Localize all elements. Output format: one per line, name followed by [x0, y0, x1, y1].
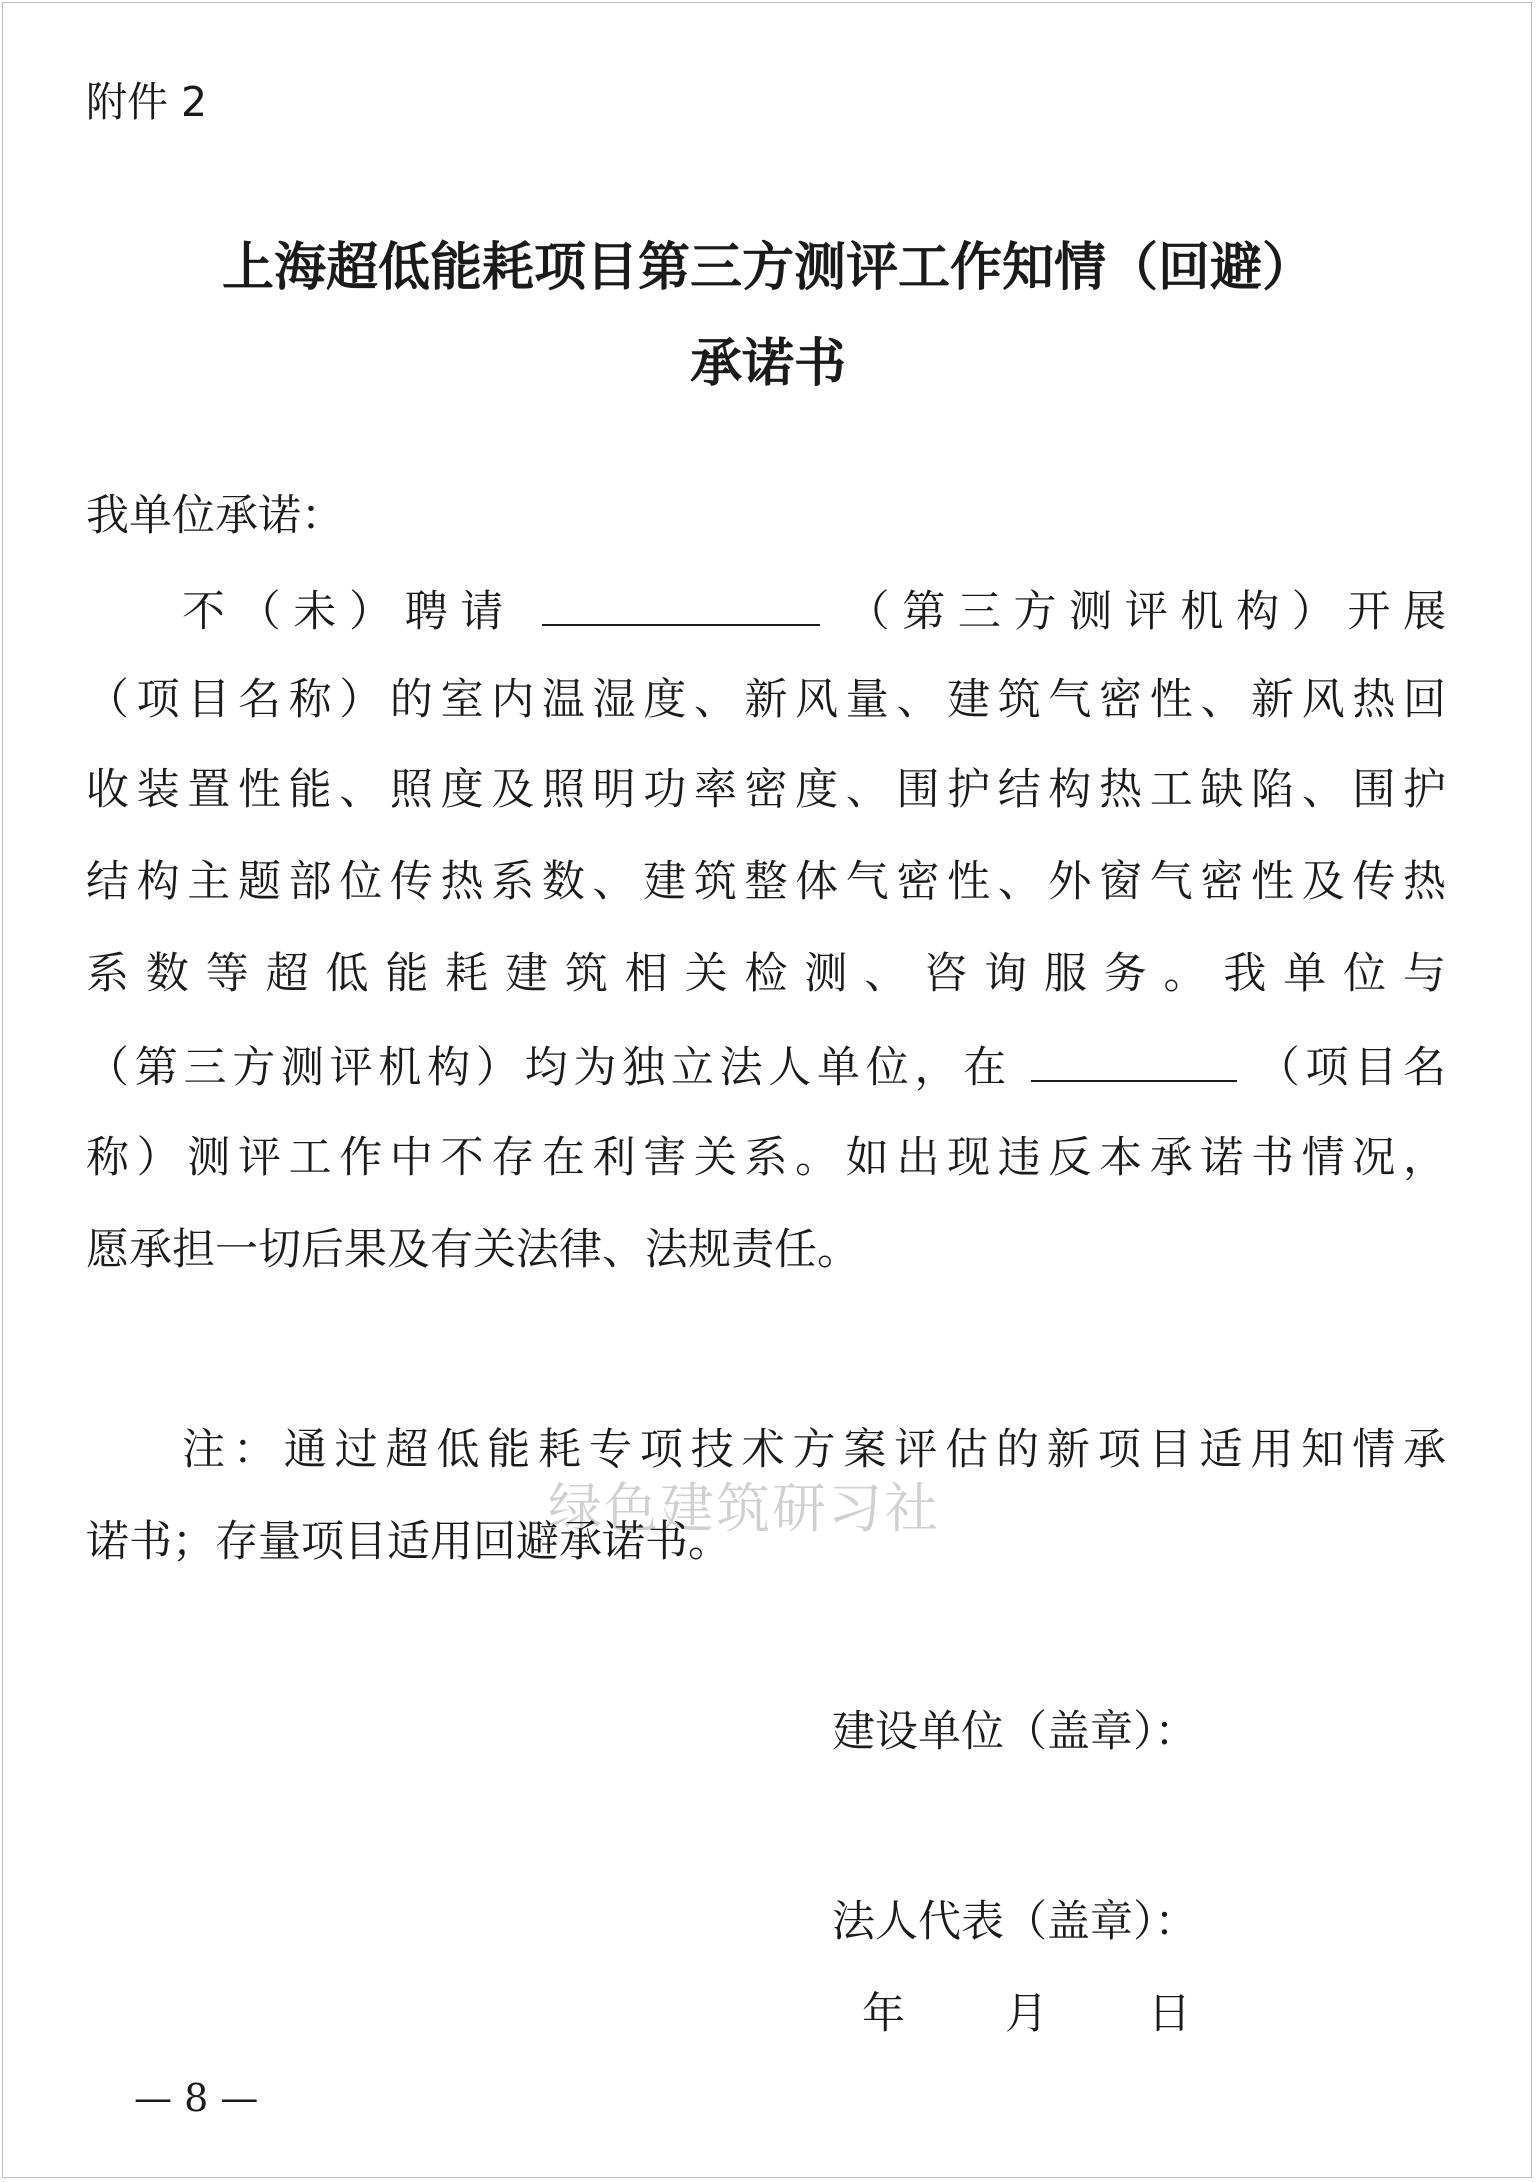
body-text: 愿承担一切后果及有关法律、法规责任。	[86, 1225, 860, 1275]
document-title	[100, 220, 1436, 412]
date-month-label: 月	[1005, 1989, 1048, 2039]
body-text: 系数等超低能耗建筑相关检测、咨询服务。我单位与	[86, 949, 1446, 999]
blank-field-project	[1031, 1036, 1237, 1082]
body-text: （项目名	[1256, 1043, 1446, 1093]
body-line-6	[86, 1036, 1446, 1098]
title-line-1: 上海超低能耗项目第三方测评工作知情（回避）	[221, 238, 1314, 298]
body-text: 称）测评工作中不存在利害关系。如出现违反本承诺书情况，	[86, 1133, 1446, 1183]
legal-representative-seal: 法人代表（盖章）：	[832, 1897, 1198, 1947]
note-text: 注：通过超低能耗专项技术方案评估的新项目适用知情承	[182, 1425, 1446, 1475]
body-text: 结构主题部位传热系数、建筑整体气密性、外窗气密性及传热	[86, 857, 1446, 907]
signing-date	[862, 1984, 1191, 2044]
watermark: 绿色建筑研习社	[548, 1477, 940, 1540]
body-line-3	[86, 760, 1446, 820]
body-text: 不（未）聘请	[182, 587, 516, 637]
body-line-5	[86, 944, 1446, 1004]
body-line-4	[86, 852, 1446, 912]
body-text: （项目名称）的室内温湿度、新风量、建筑气密性、新风热回	[86, 675, 1446, 725]
note-line-1	[182, 1420, 1446, 1480]
salutation: 我单位承诺：	[86, 491, 344, 541]
body-text: 收装置性能、照度及照明功率密度、围护结构热工缺陷、围护	[86, 765, 1446, 815]
page-number: — 8 —	[134, 2076, 259, 2120]
note-text: 诺书；存量项目适用回避承诺书。	[86, 1517, 731, 1567]
body-line-1	[182, 580, 1446, 642]
date-year-label: 年	[862, 1989, 905, 2039]
body-text: （第三方测评机构）均为独立法人单位，在	[86, 1043, 1012, 1093]
title-line-2: 承诺书	[689, 334, 846, 394]
note-line-2	[86, 1512, 1446, 1572]
date-day-label: 日	[1148, 1989, 1191, 2039]
construction-unit-seal: 建设单位（盖章）：	[832, 1707, 1198, 1757]
body-line-7	[86, 1128, 1446, 1188]
body-line-2	[86, 670, 1446, 730]
attachment-label: 附件 2	[86, 78, 208, 126]
body-line-8	[86, 1220, 1446, 1280]
body-text: （第三方测评机构）开展	[846, 587, 1446, 637]
blank-field-agency	[542, 580, 820, 626]
